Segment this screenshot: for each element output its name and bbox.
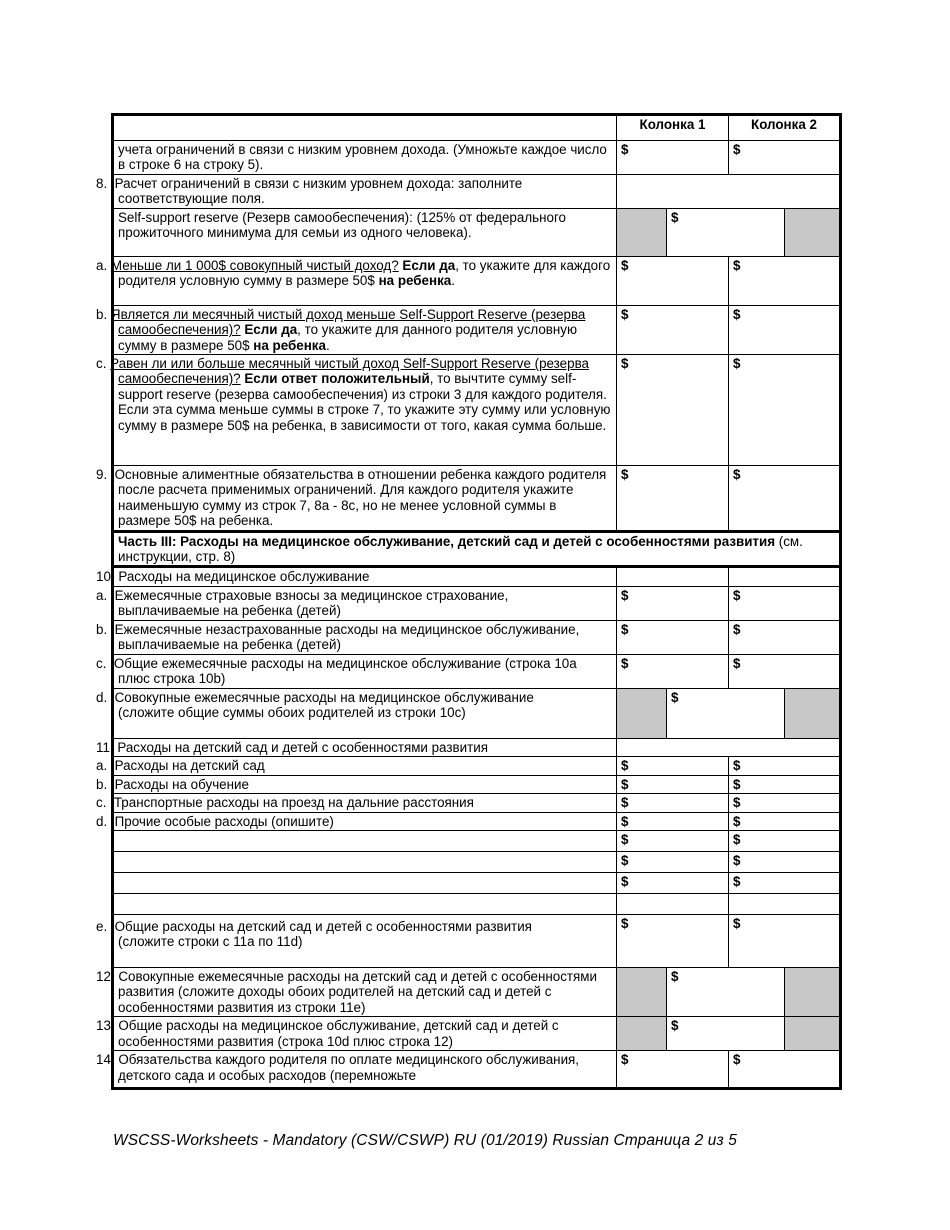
row-10a-col2-input[interactable]: $ — [729, 586, 841, 620]
row-13-text: 13. Общие расходы на медицинское обслуживание, детский сад и детей с особенностями развития (строка 10d плюс строка 12) — [113, 1017, 617, 1051]
page-footer: WSCSS-Worksheets - Mandatory (CSW/CSWP) RU (01/2019) Russian Страница 2 из 5 — [113, 1132, 737, 1149]
row-10b-text: b. Ежемесячные незастрахованные расходы на медицинское обслуживание, выплачиваемые на ребенка (детей) — [113, 620, 617, 654]
row-10a — [113, 586, 841, 620]
row-9-col1-input[interactable]: $ — [617, 466, 729, 532]
row-11d-extra-2-col2-input[interactable]: $ — [729, 851, 841, 872]
part-3-heading: Часть III: Расходы на медицинское обслуживание, детский сад и детей с особенностями развития (см. инструкции, стр. 8) — [113, 531, 841, 567]
row-11d-extra-2 — [113, 851, 841, 872]
row-12 — [113, 967, 841, 1016]
row-10c-col1-input[interactable]: $ — [617, 654, 729, 688]
row-9-text: 9. Основные алиментные обязательства в отношении ребенка каждого родителя после расчета применимых ограничений. Для каждого родителя укажите наименьшую сумму из строк 7, 8a - 8c, но не менее условной суммы в размере 50$ на ребенка. — [113, 466, 617, 532]
row-11b-col2-input[interactable]: $ — [729, 775, 841, 793]
row-11 — [113, 738, 841, 756]
row-11d-col2-input[interactable]: $ — [729, 812, 841, 830]
row-12-grey-left — [617, 967, 667, 1016]
row-8b-col1-input[interactable]: $ — [617, 305, 729, 354]
row-10a-col1-input[interactable]: $ — [617, 586, 729, 620]
row-7-col2-input[interactable]: $ — [729, 141, 841, 175]
row-10c-col2-input[interactable]: $ — [729, 654, 841, 688]
row-8-reserve — [113, 208, 841, 256]
row-11c-col1-input[interactable]: $ — [617, 794, 729, 812]
row-8c-col1-input[interactable]: $ — [617, 355, 729, 466]
row-7-col1-input[interactable]: $ — [617, 141, 729, 175]
row-11a-col2-input[interactable]: $ — [729, 757, 841, 775]
row-10d-text: d. Совокупные ежемесячные расходы на медицинское обслуживание (сложите общие суммы обоих родителей из строки 10c) — [113, 688, 617, 738]
row-11d-extra-3-desc[interactable] — [113, 872, 617, 893]
row-11d-extra-1-col2-input[interactable]: $ — [729, 830, 841, 851]
row-14-col1-input[interactable]: $ — [617, 1051, 729, 1089]
row-11a-text: a. Расходы на детский сад — [113, 757, 617, 775]
row-10d-grey-left — [617, 688, 667, 738]
row-11d-extra-1-col1-input[interactable]: $ — [617, 830, 729, 851]
row-11d-extra-2-desc[interactable] — [113, 851, 617, 872]
row-11e-col2-input[interactable]: $ — [729, 914, 841, 967]
row-13-input[interactable]: $ — [667, 1017, 785, 1051]
row-8a-col2-input[interactable]: $ — [729, 256, 841, 305]
row-14-text: 14. Обязательства каждого родителя по оплате медицинского обслуживания, детского сада и особых расходов (перемножьте — [113, 1051, 617, 1089]
row-11d-extra-3-col2-input[interactable]: $ — [729, 872, 841, 893]
row-11e-col1-input[interactable]: $ — [617, 914, 729, 967]
worksheet-table — [96, 113, 842, 1090]
row-11d-extra-3 — [113, 872, 841, 893]
row-9 — [113, 466, 841, 532]
row-10b — [113, 620, 841, 654]
row-8-text: 8. Расчет ограничений в связи с низким уровнем дохода: заполните соответствующие поля. — [113, 175, 617, 209]
row-10 — [113, 567, 841, 586]
row-8b-col2-input[interactable]: $ — [729, 305, 841, 354]
row-11d-text: d. Прочие особые расходы (опишите) — [113, 812, 617, 830]
row-11-text: 11. Расходы на детский сад и детей с особенностями развития — [113, 738, 617, 756]
row-10a-text: a. Ежемесячные страховые взносы за медицинское страхование, выплачиваемые на ребенка (детей) — [113, 586, 617, 620]
row-11-blank — [617, 738, 841, 756]
row-10b-col2-input[interactable]: $ — [729, 620, 841, 654]
row-12-input[interactable]: $ — [667, 967, 785, 1016]
row-11e-text: e. Общие расходы на детский сад и детей с особенностями развития (сложите строки с 11a по 11d) — [113, 914, 617, 967]
row-10c — [113, 654, 841, 688]
row-14 — [113, 1051, 841, 1089]
row-11d-extra-3-col1-input[interactable]: $ — [617, 872, 729, 893]
row-8a-col1-input[interactable]: $ — [617, 256, 729, 305]
row-8a — [113, 256, 841, 305]
row-11a — [113, 757, 841, 775]
row-10b-col1-input[interactable]: $ — [617, 620, 729, 654]
row-11e — [113, 914, 841, 967]
row-8-reserve-text: Self-support reserve (Резерв самообеспечения): (125% от федерального прожиточного минимума для семьи из одного человека). — [113, 208, 617, 256]
row-8c-col2-input[interactable]: $ — [729, 355, 841, 466]
row-10d — [113, 688, 841, 738]
column-1-header: Колонка 1 — [617, 115, 729, 141]
row-11b-col1-input[interactable]: $ — [617, 775, 729, 793]
row-11d-extra-4-col1 — [617, 893, 729, 914]
header-blank — [113, 115, 617, 141]
row-8b — [113, 305, 841, 354]
row-8-reserve-input[interactable]: $ — [667, 208, 785, 256]
row-10d-input[interactable]: $ — [667, 688, 785, 738]
row-8-blank — [617, 175, 841, 209]
row-10d-grey-right — [785, 688, 841, 738]
row-7-continued — [113, 141, 841, 175]
row-11d-extra-4-desc[interactable] — [113, 893, 617, 914]
row-14-col2-input[interactable]: $ — [729, 1051, 841, 1089]
row-8c-text: c. Равен ли или больше месячный чистый доход Self-Support Reserve (резерва самообеспечения)? Если ответ положительный, то вычтите сумму self-support reserve (резерва самообеспечения) из строки 3 для каждого родителя. Если эта сумма меньше суммы в строке 7, то укажите эту сумму или условную сумму в размере 50$ на ребенка, в зависимости от того, какая сумма больше. — [113, 355, 617, 466]
header-row — [113, 115, 841, 141]
row-13-grey-right — [785, 1017, 841, 1051]
row-9-col2-input[interactable]: $ — [729, 466, 841, 532]
row-11d — [113, 812, 841, 830]
row-11d-extra-1 — [113, 830, 841, 851]
row-11c-text: c. Транспортные расходы на проезд на дальние расстояния — [113, 794, 617, 812]
row-11d-col1-input[interactable]: $ — [617, 812, 729, 830]
column-2-header: Колонка 2 — [729, 115, 841, 141]
row-8 — [113, 175, 841, 209]
row-11c-col2-input[interactable]: $ — [729, 794, 841, 812]
row-10c-text: c. Общие ежемесячные расходы на медицинское обслуживание (строка 10a плюс строка 10b) — [113, 654, 617, 688]
row-10-text: 10. Расходы на медицинское обслуживание — [113, 567, 617, 586]
row-8b-text: b. Является ли месячный чистый доход меньше Self-Support Reserve (резерва самообеспечения)? Если да, то укажите для данного родителя условную сумму в размере 50$ на ребенка. — [113, 305, 617, 354]
row-8a-text: a. Меньше ли 1 000$ совокупный чистый доход? Если да, то укажите для каждого родителя условную сумму в размере 50$ на ребенка. — [113, 256, 617, 305]
row-11a-col1-input[interactable]: $ — [617, 757, 729, 775]
row-11c — [113, 794, 841, 812]
row-8-reserve-grey-left — [617, 208, 667, 256]
part-3-header-row — [113, 531, 841, 567]
row-11b — [113, 775, 841, 793]
row-13 — [113, 1017, 841, 1051]
row-11d-extra-4 — [113, 893, 841, 914]
row-11d-extra-4-col2 — [729, 893, 841, 914]
row-12-text: 12. Совокупные ежемесячные расходы на детский сад и детей с особенностями развития (сложите доходы обоих родителей на детский сад и детей с особенностями развития из строки 11e) — [113, 967, 617, 1016]
row-13-grey-left — [617, 1017, 667, 1051]
row-7-text: учета ограничений в связи с низким уровнем дохода. (Умножьте каждое число в строке 6 на строку 5). — [113, 141, 617, 175]
row-11d-extra-1-desc[interactable] — [113, 830, 617, 851]
row-11d-extra-2-col1-input[interactable]: $ — [617, 851, 729, 872]
row-11b-text: b. Расходы на обучение — [113, 775, 617, 793]
row-10-col1-blank — [617, 567, 729, 586]
row-8-reserve-grey-right — [785, 208, 841, 256]
row-12-grey-right — [785, 967, 841, 1016]
row-8c — [113, 355, 841, 466]
row-10-col2-blank — [729, 567, 841, 586]
